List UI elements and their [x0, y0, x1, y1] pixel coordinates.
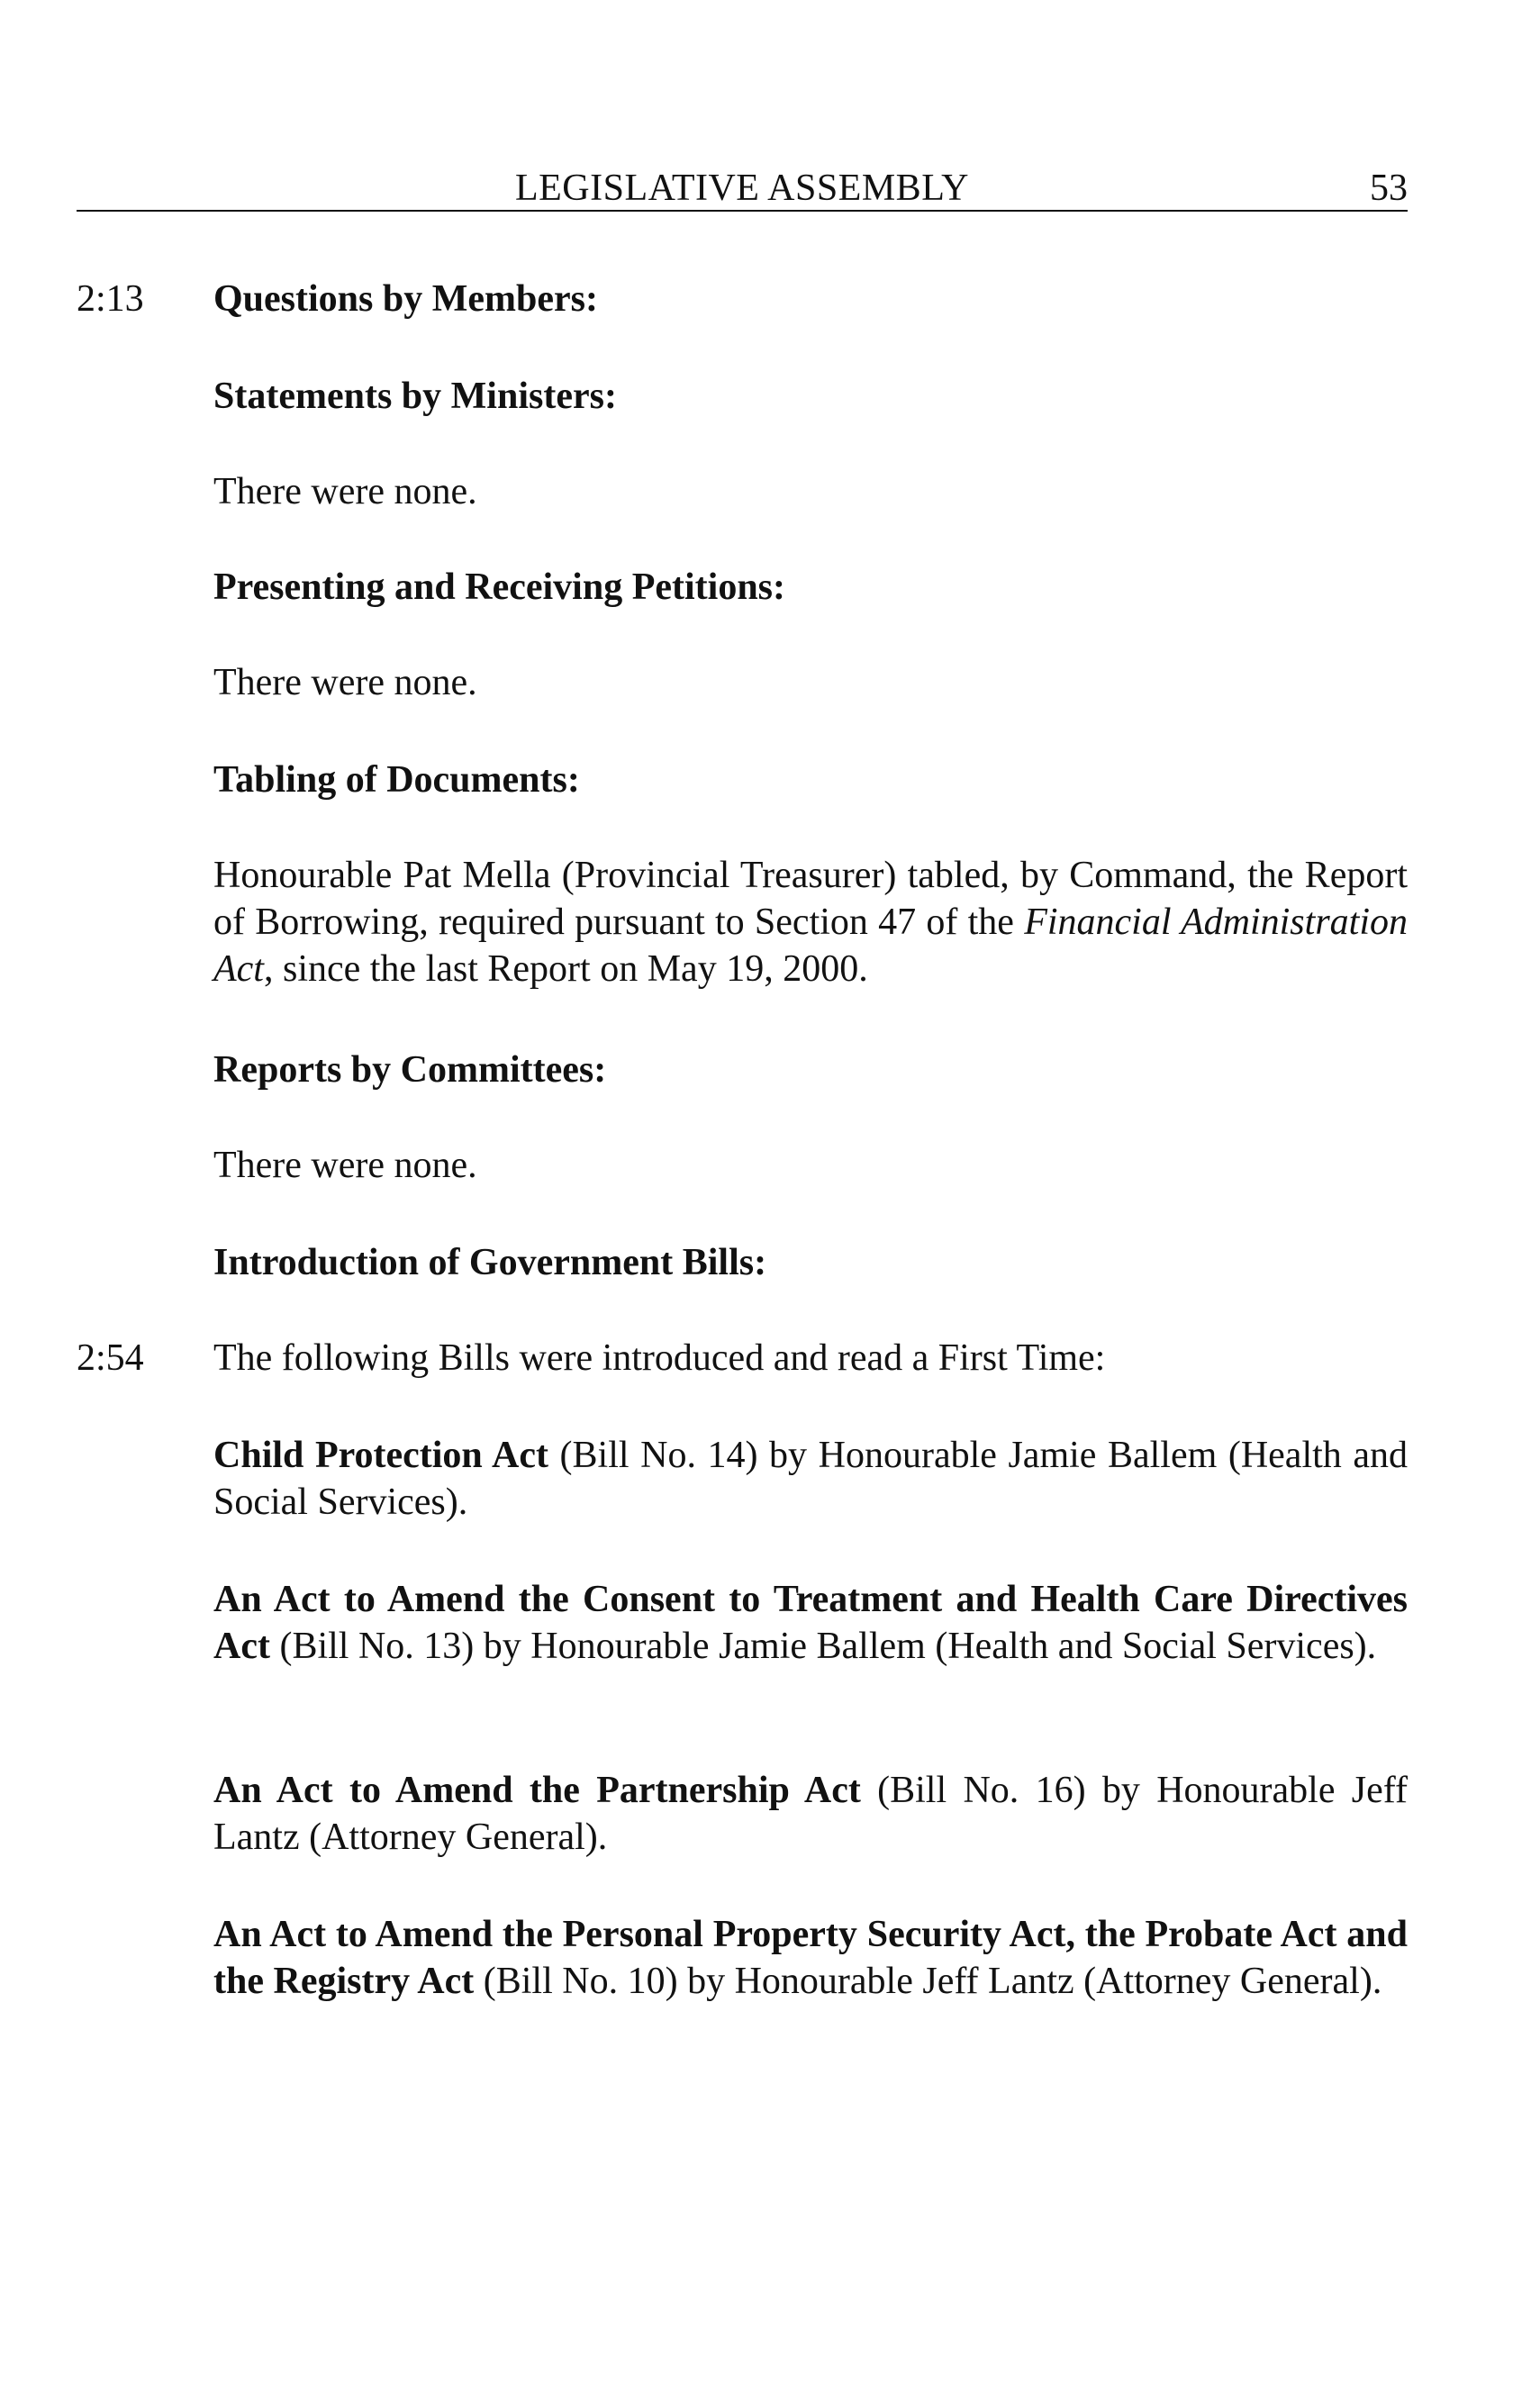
bill-title: Child Protection Act	[213, 1435, 548, 1476]
bill-entry	[213, 1576, 1408, 1670]
bill-title: An Act to Amend the Partnership Act	[213, 1770, 861, 1811]
bill-title: An Act to Amend the Consent to Treatment and Health Care Directives Act	[213, 1579, 1408, 1667]
bill-details: (Bill No. 13) by Honourable Jamie Ballem (Health and Social Services).	[269, 1626, 1377, 1667]
petitions-none: There were none.	[213, 662, 477, 703]
statements-none: There were none.	[213, 471, 477, 512]
heading-petitions: Presenting and Receiving Petitions:	[213, 566, 786, 608]
bill-entry	[213, 1432, 1408, 1526]
heading-introduction-bills: Introduction of Government Bills:	[213, 1242, 767, 1283]
bill-details: (Bill No. 10) by Honourable Jeff Lantz (Attorney General).	[474, 1961, 1382, 2002]
tabling-paragraph	[213, 852, 1408, 992]
heading-reports: Reports by Committees:	[213, 1049, 607, 1091]
page-number: 53	[1370, 168, 1408, 209]
running-header	[77, 167, 1408, 212]
header-title: LEGISLATIVE ASSEMBLY	[515, 168, 969, 209]
bill-details: (Bill No. 14) by Honourable Jamie Ballem (Health and Social Services).	[213, 1435, 1408, 1523]
intro-text: The following Bills were introduced and read a First Time:	[213, 1337, 1106, 1379]
bill-title: An Act to Amend the Personal Property Security Act, the Probate Act and the Registry Act	[213, 1914, 1408, 2002]
bill-details: (Bill No. 16) by Honourable Jeff Lantz (Attorney General).	[213, 1770, 1408, 1858]
tabling-text-1: Honourable Pat Mella (Provincial Treasurer) tabled, by Command, the Report of Borrowing, required pursuant to Section 47 of the	[213, 855, 1408, 943]
reports-none: There were none.	[213, 1145, 477, 1186]
tabling-act-name: Financial Administration Act	[213, 902, 1408, 990]
heading-questions: Questions by Members:	[213, 278, 598, 320]
bill-entry	[213, 1911, 1408, 2005]
heading-tabling: Tabling of Documents:	[213, 759, 580, 801]
bill-entry	[213, 1767, 1408, 1861]
heading-statements: Statements by Ministers:	[213, 376, 617, 417]
time-stamp-1: 2:13	[77, 278, 144, 320]
time-stamp-2: 2:54	[77, 1337, 144, 1379]
tabling-text-2: , since the last Report on May 19, 2000.	[263, 948, 868, 990]
